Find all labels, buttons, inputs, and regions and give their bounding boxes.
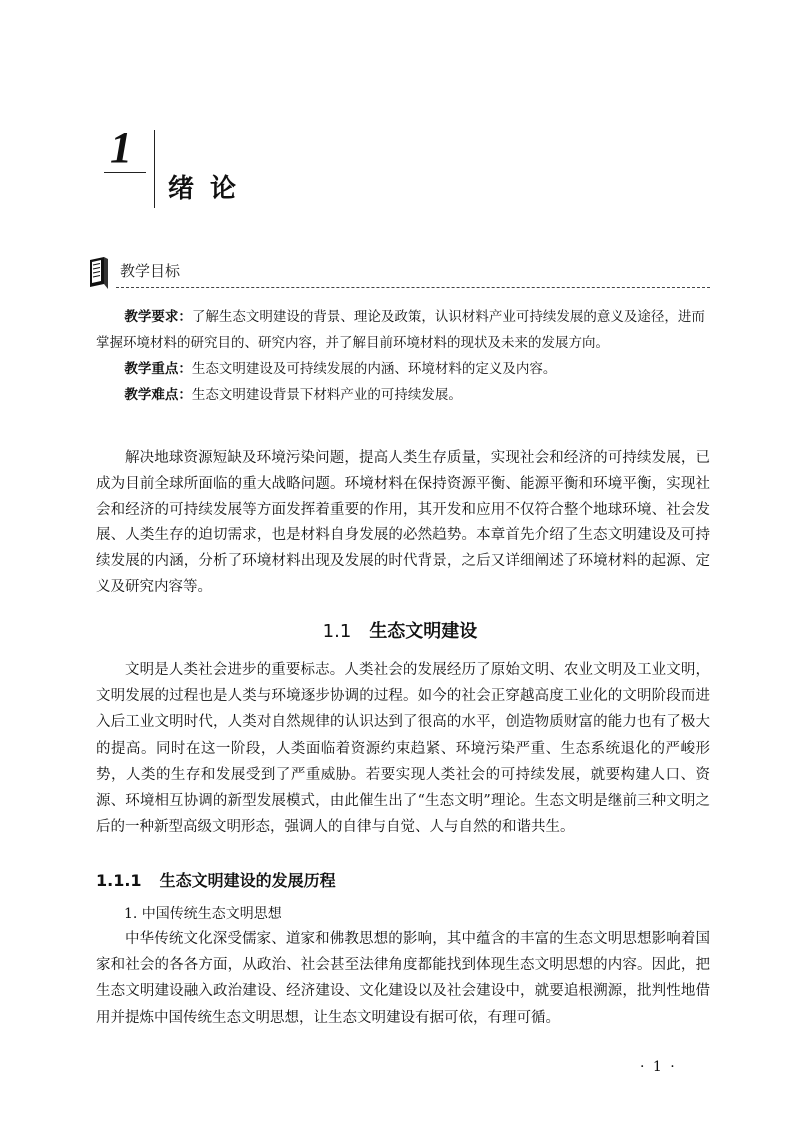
item-paragraph: 中华传统文化深受儒家、道家和佛教思想的影响，其中蕴含的丰富的生态文明思想影响着国家和社会的各各方面，从政治、社会甚至法律角度都能找到体现生态文明思想的内容。因此，把生态文明建设融入政治建设、经济建设、文化建设以及社会建设中，就要追根溯源，批判性地借用并提炼中国传统生态文明思想，让生态文明建设有据可依，有理可循。 [96, 931, 710, 1026]
key-points-text: 生态文明建设及可持续发展的内涵、环境材料的定义及内容。 [191, 361, 557, 377]
difficulties-paragraph [96, 382, 710, 408]
intro-paragraph: 解决地球资源短缺及环境污染问题，提高人类生存质量，实现社会和经济的可持续发展，已成为目前全球所面临的重大战略问题。环境材料在保持资源平衡、能源平衡和环境平衡，实现社会和经济的可持续发展等方面发挥着重要的作用，其开发和应用不仅符合整个地球环境、社会发展、人类生存的迫切需求，也是材料自身发展的必然趋势。本章首先介绍了生态文明建设及可持续发展的内涵，分析了环境材料出现及发展的时代背景，之后又详细阐述了环境材料的起源、定义及研究内容等。 [96, 450, 710, 595]
chapter-number: 1 [110, 123, 132, 172]
requirements-paragraph [96, 304, 710, 356]
chapter-title: 绪论 [168, 174, 253, 204]
section-number: 1.1 [322, 621, 352, 642]
section-title: 生态文明建设 [369, 621, 478, 642]
objectives-block [96, 304, 710, 408]
objectives-label: 教学目标 [120, 262, 181, 280]
requirements-label: 教学要求： [124, 309, 192, 325]
difficulties-label: 教学难点： [124, 387, 192, 403]
page-number: · 1 · [640, 1059, 677, 1075]
chapter-number-underline [104, 172, 146, 173]
book-marker-icon [88, 256, 110, 290]
section-paragraph: 文明是人类社会进步的重要标志。人类社会的发展经历了原始文明、农业文明及工业文明，文明发展的过程也是人类与环境逐步协调的过程。如今的社会正穿越高度工业化的文明阶段而进入后工业文明时代，人类对自然规律的认识达到了很高的水平，创造物质财富的能力也有了极大的提高。同时在这一阶段，人类面临着资源约束趋紧、环境污染严重、生态系统退化的严峻形势，人类的生存和发展受到了严重威胁。若要实现人类社会的可持续发展，就要构建人口、资源、环境相互协调的新型发展模式，由此催生出了“生态文明”理论。生态文明是继前三种文明之后的一种新型高级文明形态，强调人的自律与自觉、人与自然的和谐共生。 [96, 662, 710, 836]
subsection-heading [96, 868, 336, 894]
item-heading: 1. 中国传统生态文明思想 [124, 906, 282, 922]
subsection-title: 生态文明建设的发展历程 [159, 871, 336, 890]
objectives-divider [116, 287, 710, 288]
subsection-number: 1.1.1 [96, 871, 142, 890]
chapter-divider [154, 130, 155, 208]
section-heading [0, 618, 800, 646]
difficulties-text: 生态文明建设背景下材料产业的可持续发展。 [191, 387, 462, 403]
requirements-text: 了解生态文明建设的背景、理论及政策，认识材料产业可持续发展的意义及途径，进而掌握环境材料的研究目的、研究内容，并了解目前环境材料的现状及未来的发展方向。 [96, 309, 705, 351]
key-points-paragraph [96, 356, 710, 382]
key-points-label: 教学重点： [124, 361, 192, 377]
